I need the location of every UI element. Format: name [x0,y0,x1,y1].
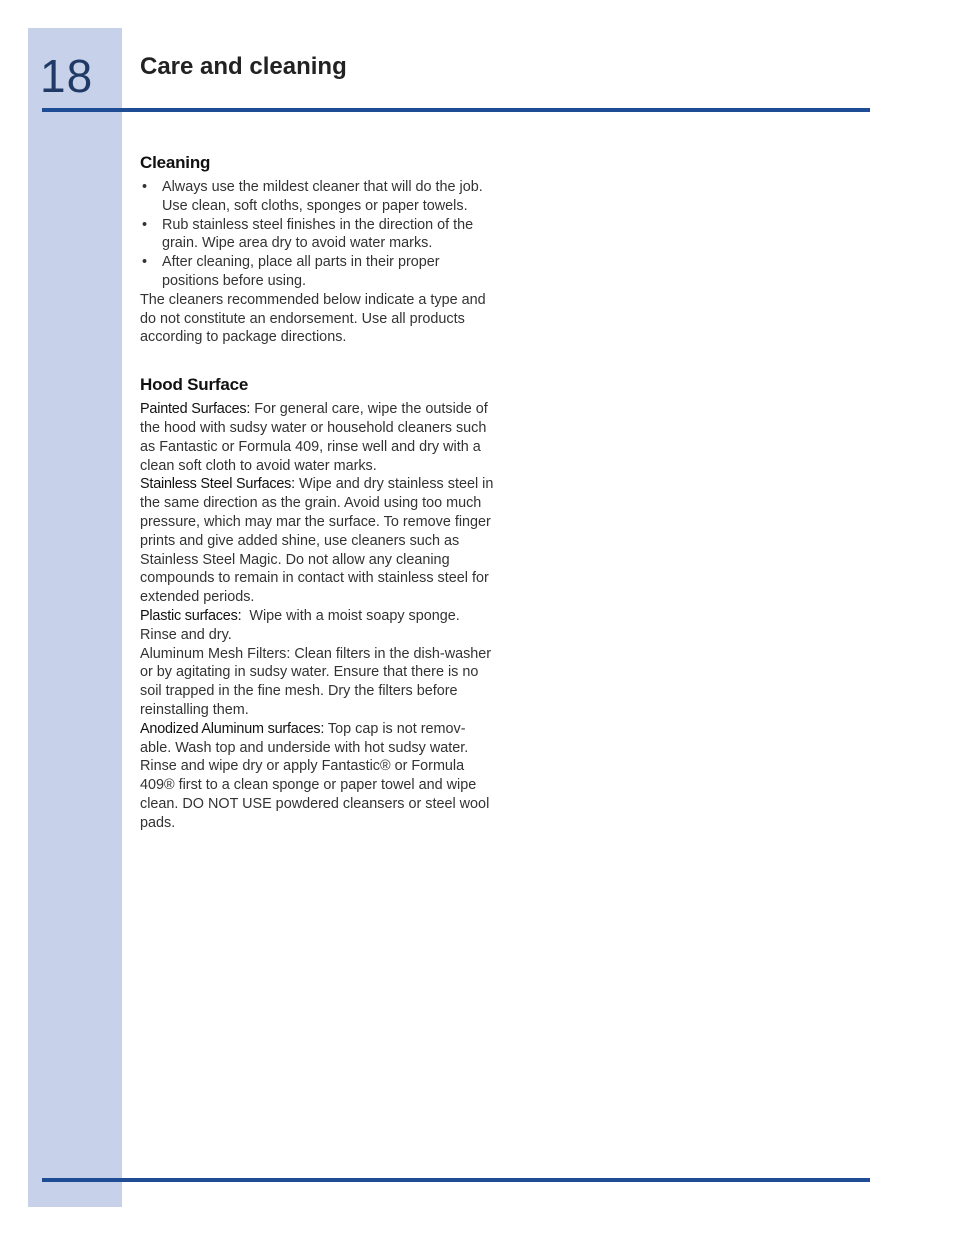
cleaning-heading: Cleaning [140,153,211,172]
list-item [140,253,496,291]
section-spacer [140,347,496,374]
plastic-surfaces-text: Wipe with a moist soapy sponge. Rinse and dry. [140,607,464,643]
plastic-surfaces-paragraph [140,607,496,645]
stainless-steel-text: Wipe and dry stainless steel in the same direction as the grain. Avoid using too much pressure, which may mar the surface. To remove finger prints and give added shine, use cleaners such as Stainless Steel Magic. Do not allow any cleaning compounds to remain in contact with stainless steel for extended periods. [140,476,494,606]
cleaners-note: The cleaners recommended below indicate a type and do not constitute an endorsement. Use all products according to package directions. [140,291,486,346]
anodized-aluminum-text: Top cap is not remov-able. Wash top and underside with hot sudsy water. Rinse and wipe dry or apply Fantastic® or Formula 409® first to a clean sponge or paper towel and wipe clean. DO NOT USE powdered cleansers or steel wool pads. [140,720,490,831]
painted-surfaces-label: Painted Surfaces: [140,401,251,418]
cleaning-bullet-list [140,178,496,291]
side-band [28,28,122,1207]
aluminum-mesh-paragraph: Aluminum Mesh Filters: Clean filters in the dish-washer or by agitating in sudsy water. Ensure that there is no soil trapped in the fine mesh. Dry the filters before reinstalling them. [140,645,492,718]
painted-surfaces-text: For general care, wipe the outside of the hood with sudsy water or household cleaners such as Fantastic or Formula 409, rinse well and dry with a clean soft cloth to avoid water marks. [140,401,488,474]
page-title: Care and cleaning [140,53,347,80]
bullet-icon: • [142,216,148,233]
footer-rule [42,1178,870,1182]
anodized-aluminum-label: Anodized Aluminum surfaces: [140,720,325,737]
main-content [140,152,496,833]
header-rule [42,108,870,112]
bullet-icon: • [142,179,148,195]
hood-surface-heading: Hood Surface [140,375,249,395]
page-number: 18 [40,50,94,102]
anodized-aluminum-paragraph [140,720,496,833]
painted-surfaces-paragraph [140,400,496,475]
list-item [140,178,496,216]
bullet-text: After cleaning, place all parts in their proper positions before using. [162,254,440,289]
list-item [140,216,496,254]
stainless-steel-label: Stainless Steel Surfaces: [140,476,295,493]
bullet-text: Rub stainless steel finishes in the direction of the grain. Wipe area dry to avoid water marks. [162,216,474,252]
plastic-surfaces-label: Plastic surfaces: [140,607,242,624]
stainless-steel-paragraph [140,475,496,607]
bullet-icon: • [142,254,148,271]
bullet-text: Always use the mildest cleaner that will do the job. Use clean, soft cloths, sponges or paper towels. [162,179,483,214]
